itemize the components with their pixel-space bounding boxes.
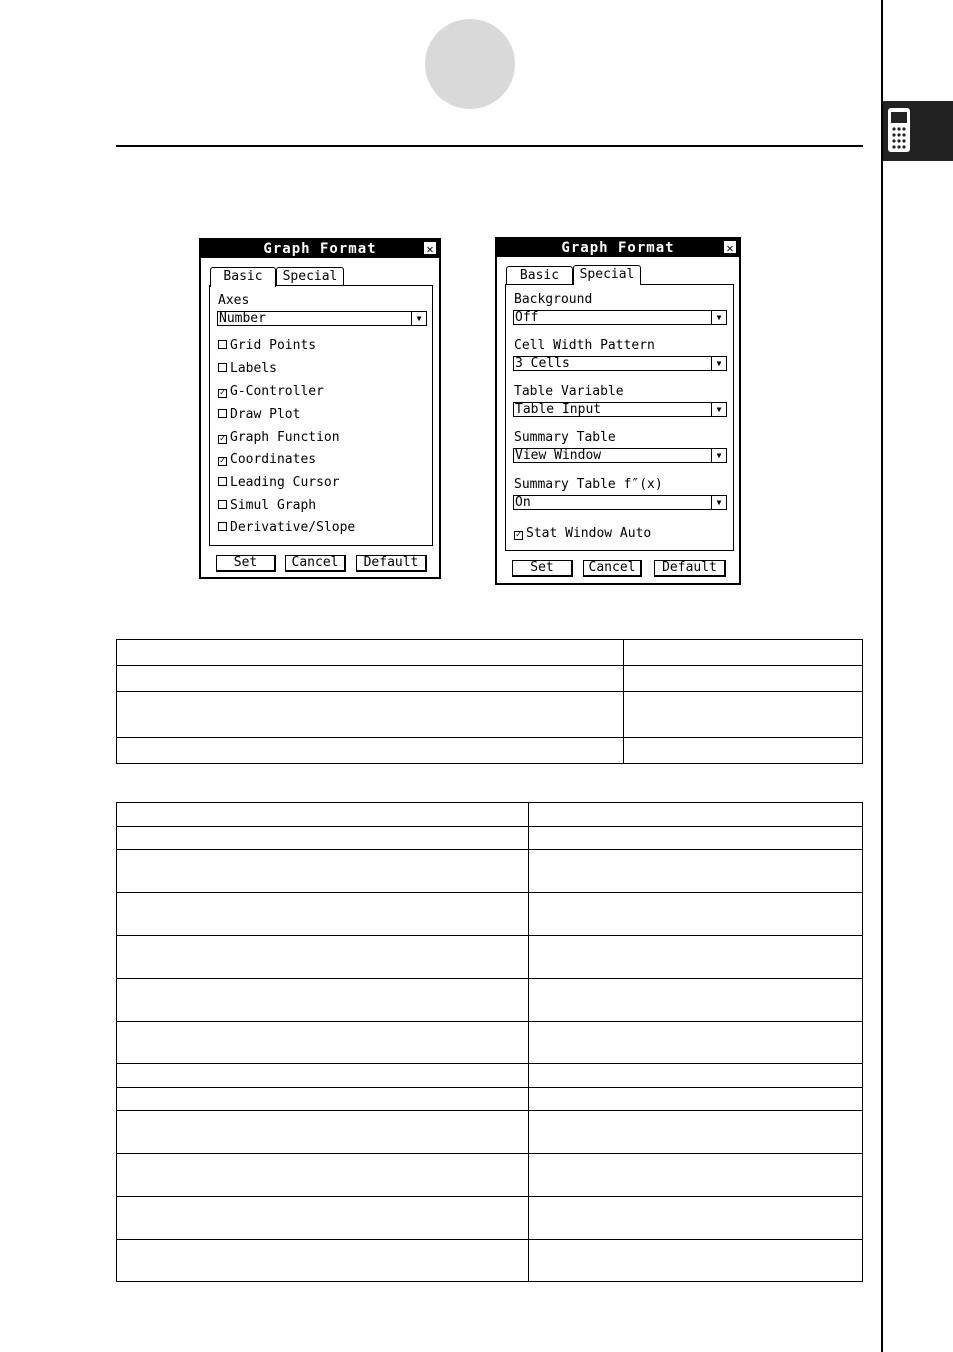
table-row bbox=[117, 1064, 863, 1088]
table-cell bbox=[117, 666, 624, 692]
table-cell bbox=[117, 640, 624, 666]
close-icon[interactable]: ✕ bbox=[723, 240, 737, 254]
table-cell bbox=[529, 803, 863, 827]
table-row bbox=[117, 1088, 863, 1111]
table-cell bbox=[529, 1154, 863, 1197]
table-cell bbox=[529, 827, 863, 850]
graph-format-dialog-special bbox=[495, 237, 741, 585]
checkbox-item[interactable] bbox=[218, 338, 316, 353]
field-label: Table Variable bbox=[514, 384, 624, 399]
checkbox-box[interactable] bbox=[218, 340, 227, 349]
table-row bbox=[117, 640, 863, 666]
field-label: Background bbox=[514, 292, 593, 307]
chevron-down-icon[interactable]: ▼ bbox=[711, 449, 726, 462]
checkbox-label: Derivative/Slope bbox=[230, 520, 356, 535]
set-button[interactable]: Set bbox=[216, 555, 276, 572]
table-cell bbox=[529, 893, 863, 936]
table-cell bbox=[117, 1240, 529, 1282]
field-select[interactable] bbox=[513, 356, 727, 371]
table-row bbox=[117, 1111, 863, 1154]
table-cell bbox=[529, 850, 863, 893]
margin-line bbox=[881, 0, 883, 1352]
checkbox-label: Draw Plot bbox=[230, 407, 301, 422]
checkbox-item[interactable] bbox=[218, 475, 340, 490]
dialog-title: Graph Format bbox=[497, 239, 739, 257]
checkbox-label: Leading Cursor bbox=[230, 475, 340, 490]
table-cell bbox=[117, 1154, 529, 1197]
chevron-down-icon[interactable]: ▼ bbox=[711, 357, 726, 370]
table-cell bbox=[624, 640, 863, 666]
default-button[interactable]: Default bbox=[654, 560, 726, 577]
settings-table-2 bbox=[116, 802, 863, 1282]
chevron-down-icon[interactable]: ▼ bbox=[711, 311, 726, 324]
checkbox-item[interactable] bbox=[218, 407, 300, 422]
table-row bbox=[117, 1240, 863, 1282]
table-cell bbox=[117, 1088, 529, 1111]
chevron-down-icon[interactable]: ▼ bbox=[711, 496, 726, 509]
graph-format-dialog-basic bbox=[199, 238, 441, 579]
field-label: Summary Table bbox=[514, 430, 616, 445]
axes-select[interactable] bbox=[217, 311, 427, 326]
checkbox-box[interactable]: ✓ bbox=[219, 456, 226, 466]
checkbox-item[interactable] bbox=[218, 384, 324, 399]
dialog-title: Graph Format bbox=[201, 240, 439, 258]
field-value: On bbox=[515, 495, 531, 510]
chevron-down-icon[interactable]: ▼ bbox=[711, 403, 726, 416]
table-row bbox=[117, 738, 863, 764]
table-cell bbox=[117, 803, 529, 827]
cancel-button[interactable]: Cancel bbox=[285, 555, 346, 572]
table-row bbox=[117, 692, 863, 738]
field-select[interactable] bbox=[513, 402, 727, 417]
field-value: 3 Cells bbox=[515, 356, 570, 371]
checkbox-box[interactable] bbox=[218, 477, 227, 486]
table-cell bbox=[117, 893, 529, 936]
tab-special[interactable]: Special bbox=[276, 267, 344, 285]
table-cell bbox=[117, 979, 529, 1022]
checkbox-item[interactable] bbox=[218, 520, 355, 535]
field-select[interactable] bbox=[513, 495, 727, 510]
table-cell bbox=[117, 1064, 529, 1088]
table-cell bbox=[529, 1088, 863, 1111]
table-cell bbox=[117, 1022, 529, 1064]
checkbox-label: Grid Points bbox=[230, 338, 317, 353]
checkbox-label: G-Controller bbox=[230, 384, 324, 399]
table-row bbox=[117, 979, 863, 1022]
axes-label: Axes bbox=[218, 293, 250, 308]
tab-special[interactable]: Special bbox=[573, 265, 641, 285]
header-rule bbox=[116, 145, 863, 147]
field-label: Summary Table f″(x) bbox=[514, 477, 663, 492]
table-cell bbox=[624, 738, 863, 764]
table-row bbox=[117, 936, 863, 979]
table-cell bbox=[529, 936, 863, 979]
table-row bbox=[117, 803, 863, 827]
table-cell bbox=[117, 850, 529, 893]
table-row bbox=[117, 1022, 863, 1064]
table-cell bbox=[624, 666, 863, 692]
set-button[interactable]: Set bbox=[512, 560, 573, 577]
checkbox-label: Labels bbox=[230, 361, 277, 376]
checkbox-item[interactable] bbox=[218, 498, 316, 513]
checkbox-item[interactable] bbox=[218, 452, 316, 467]
tab-basic[interactable]: Basic bbox=[210, 267, 276, 287]
settings-table-1 bbox=[116, 639, 863, 764]
table-cell bbox=[117, 738, 624, 764]
field-label: Cell Width Pattern bbox=[514, 338, 655, 353]
chapter-number-circle bbox=[425, 19, 515, 109]
table-cell bbox=[117, 827, 529, 850]
table-cell bbox=[529, 1022, 863, 1064]
checkbox-box[interactable] bbox=[218, 363, 227, 372]
checkbox-label: Graph Function bbox=[230, 430, 340, 445]
table-cell bbox=[624, 692, 863, 738]
field-value: View Window bbox=[515, 448, 602, 463]
table-row bbox=[117, 1154, 863, 1197]
checkbox-item[interactable] bbox=[218, 430, 340, 445]
stat-window-auto-checkbox[interactable] bbox=[514, 526, 651, 541]
table-cell bbox=[529, 1197, 863, 1240]
default-button[interactable]: Default bbox=[356, 555, 427, 572]
axes-value: Number bbox=[219, 311, 266, 326]
close-icon[interactable]: ✕ bbox=[423, 241, 437, 255]
field-select[interactable] bbox=[513, 448, 727, 463]
checkbox-label: Simul Graph bbox=[230, 498, 317, 513]
table-cell bbox=[529, 1064, 863, 1088]
table-cell bbox=[117, 692, 624, 738]
table-row bbox=[117, 666, 863, 692]
calculator-icon bbox=[887, 107, 911, 153]
table-row bbox=[117, 850, 863, 893]
checkbox-box[interactable]: ✓ bbox=[515, 530, 522, 540]
checkbox-item[interactable] bbox=[218, 361, 277, 376]
field-select[interactable] bbox=[513, 310, 727, 325]
table-cell bbox=[117, 1111, 529, 1154]
table-cell bbox=[117, 936, 529, 979]
table-row bbox=[117, 1197, 863, 1240]
checkbox-box[interactable] bbox=[218, 409, 227, 418]
table-cell bbox=[529, 979, 863, 1022]
chapter-tab bbox=[883, 101, 953, 161]
tab-basic[interactable]: Basic bbox=[506, 266, 573, 284]
cancel-button[interactable]: Cancel bbox=[583, 560, 642, 577]
checkbox-box[interactable]: ✓ bbox=[219, 434, 226, 444]
table-cell bbox=[529, 1240, 863, 1282]
table-cell bbox=[529, 1111, 863, 1154]
checkbox-label: Stat Window Auto bbox=[526, 526, 652, 541]
chevron-down-icon[interactable]: ▼ bbox=[411, 312, 426, 325]
checkbox-label: Coordinates bbox=[230, 452, 317, 467]
checkbox-box[interactable] bbox=[218, 522, 227, 531]
table-row bbox=[117, 893, 863, 936]
table-cell bbox=[117, 1197, 529, 1240]
field-value: Table Input bbox=[515, 402, 602, 417]
table-row bbox=[117, 827, 863, 850]
checkbox-box[interactable]: ✓ bbox=[219, 388, 226, 398]
checkbox-box[interactable] bbox=[218, 500, 227, 509]
field-value: Off bbox=[515, 310, 539, 325]
